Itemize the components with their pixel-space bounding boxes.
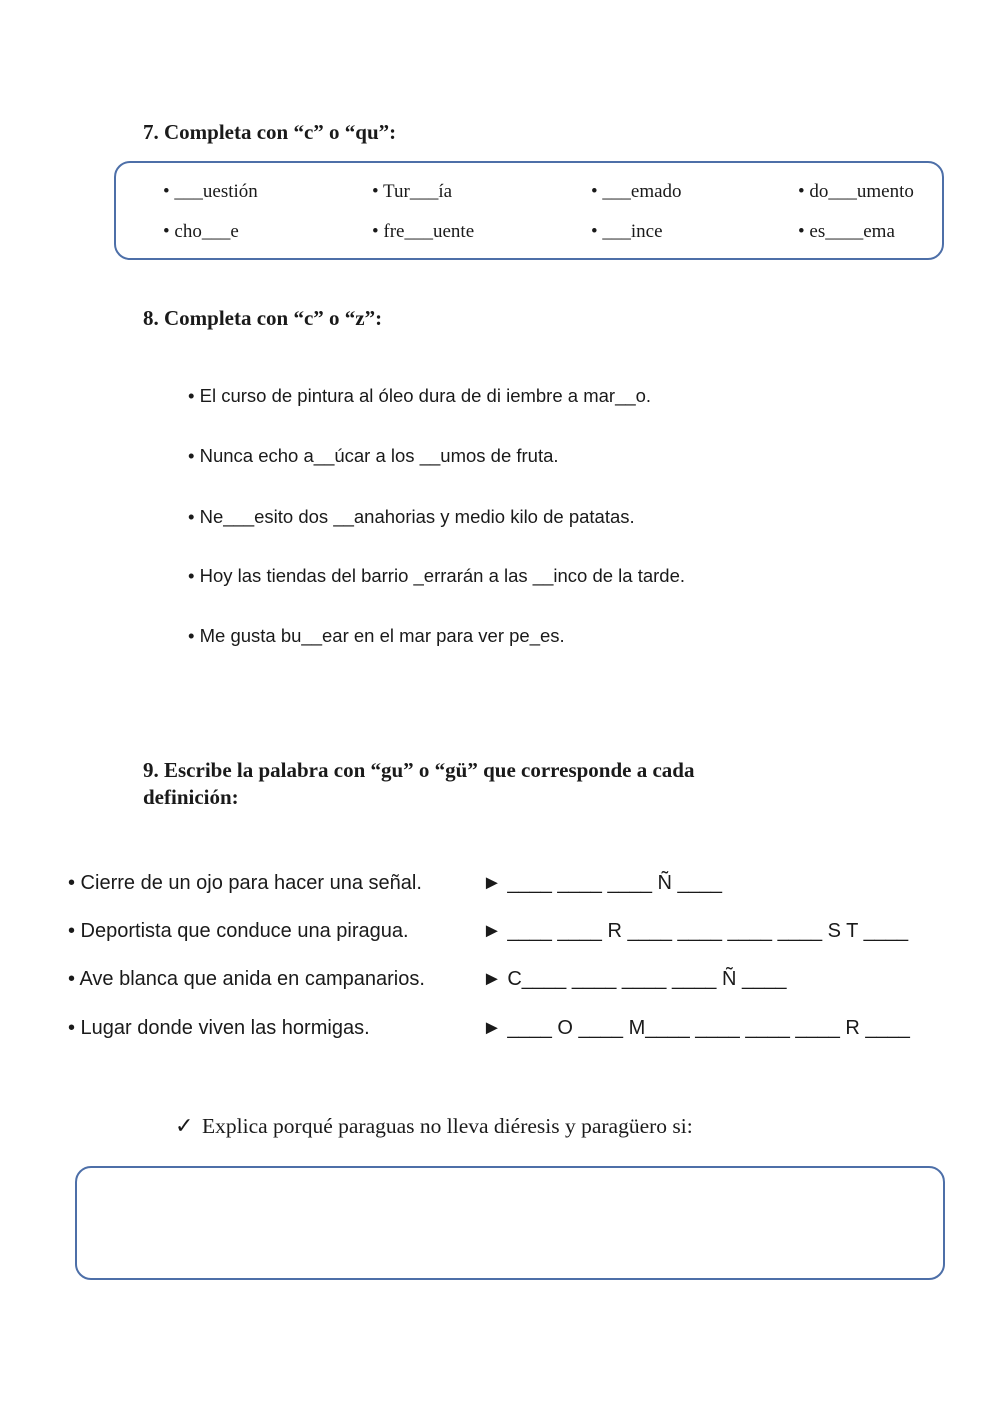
answer-blanks[interactable]: ► ____ ____ R ____ ____ ____ ____ S T ____	[482, 920, 909, 942]
definition-text: • Lugar donde viven las hormigas.	[68, 1017, 370, 1039]
check-icon: ✓	[175, 1113, 194, 1138]
word-item[interactable]: • es____ema	[798, 221, 895, 242]
section-7-title: 7. Completa con “c” o “qu”:	[143, 120, 397, 144]
word-item[interactable]: • do___umento	[798, 181, 914, 202]
answer-blanks[interactable]: ► C____ ____ ____ ____ Ñ ____	[482, 968, 787, 990]
section-9-title-line-1: 9. Escribe la palabra con “gu” o “gü” que corresponde a cada	[143, 758, 695, 782]
explain-prompt: Explica porqué paraguas no lleva diéresis y paragüero si:	[202, 1114, 693, 1138]
word-item[interactable]: • ___uestión	[163, 181, 258, 202]
word-item[interactable]: • ___emado	[591, 181, 682, 202]
section-9-title-line-2: definición:	[143, 785, 239, 809]
answer-text-box[interactable]	[75, 1166, 945, 1280]
definition-text: • Cierre de un ojo para hacer una señal.	[68, 872, 422, 894]
sentence-item[interactable]: • Nunca echo a__úcar a los __umos de fruta.	[188, 445, 559, 466]
sentence-item[interactable]: • Ne___esito dos __anahorias y medio kilo de patatas.	[188, 506, 635, 527]
answer-blanks[interactable]: ► ____ ____ ____ Ñ ____	[482, 872, 722, 894]
word-item[interactable]: • fre___uente	[372, 221, 475, 242]
sentence-item[interactable]: • Hoy las tiendas del barrio _errarán a las __inco de la tarde.	[188, 565, 686, 586]
sentence-item[interactable]: • El curso de pintura al óleo dura de di iembre a mar__o.	[188, 385, 652, 406]
definition-text: • Ave blanca que anida en campanarios.	[68, 968, 425, 990]
section-8-title: 8. Completa con “c” o “z”:	[143, 306, 383, 330]
word-item[interactable]: • cho___e	[163, 221, 239, 242]
answer-blanks[interactable]: ► ____ O ____ M____ ____ ____ ____ R ____	[482, 1017, 910, 1039]
definition-text: • Deportista que conduce una piragua.	[68, 920, 409, 942]
sentence-item[interactable]: • Me gusta bu__ear en el mar para ver pe_es.	[188, 625, 565, 646]
section-7-box	[114, 161, 944, 260]
word-item[interactable]: • ___ince	[591, 221, 663, 242]
word-item[interactable]: • Tur___ía	[372, 181, 453, 202]
